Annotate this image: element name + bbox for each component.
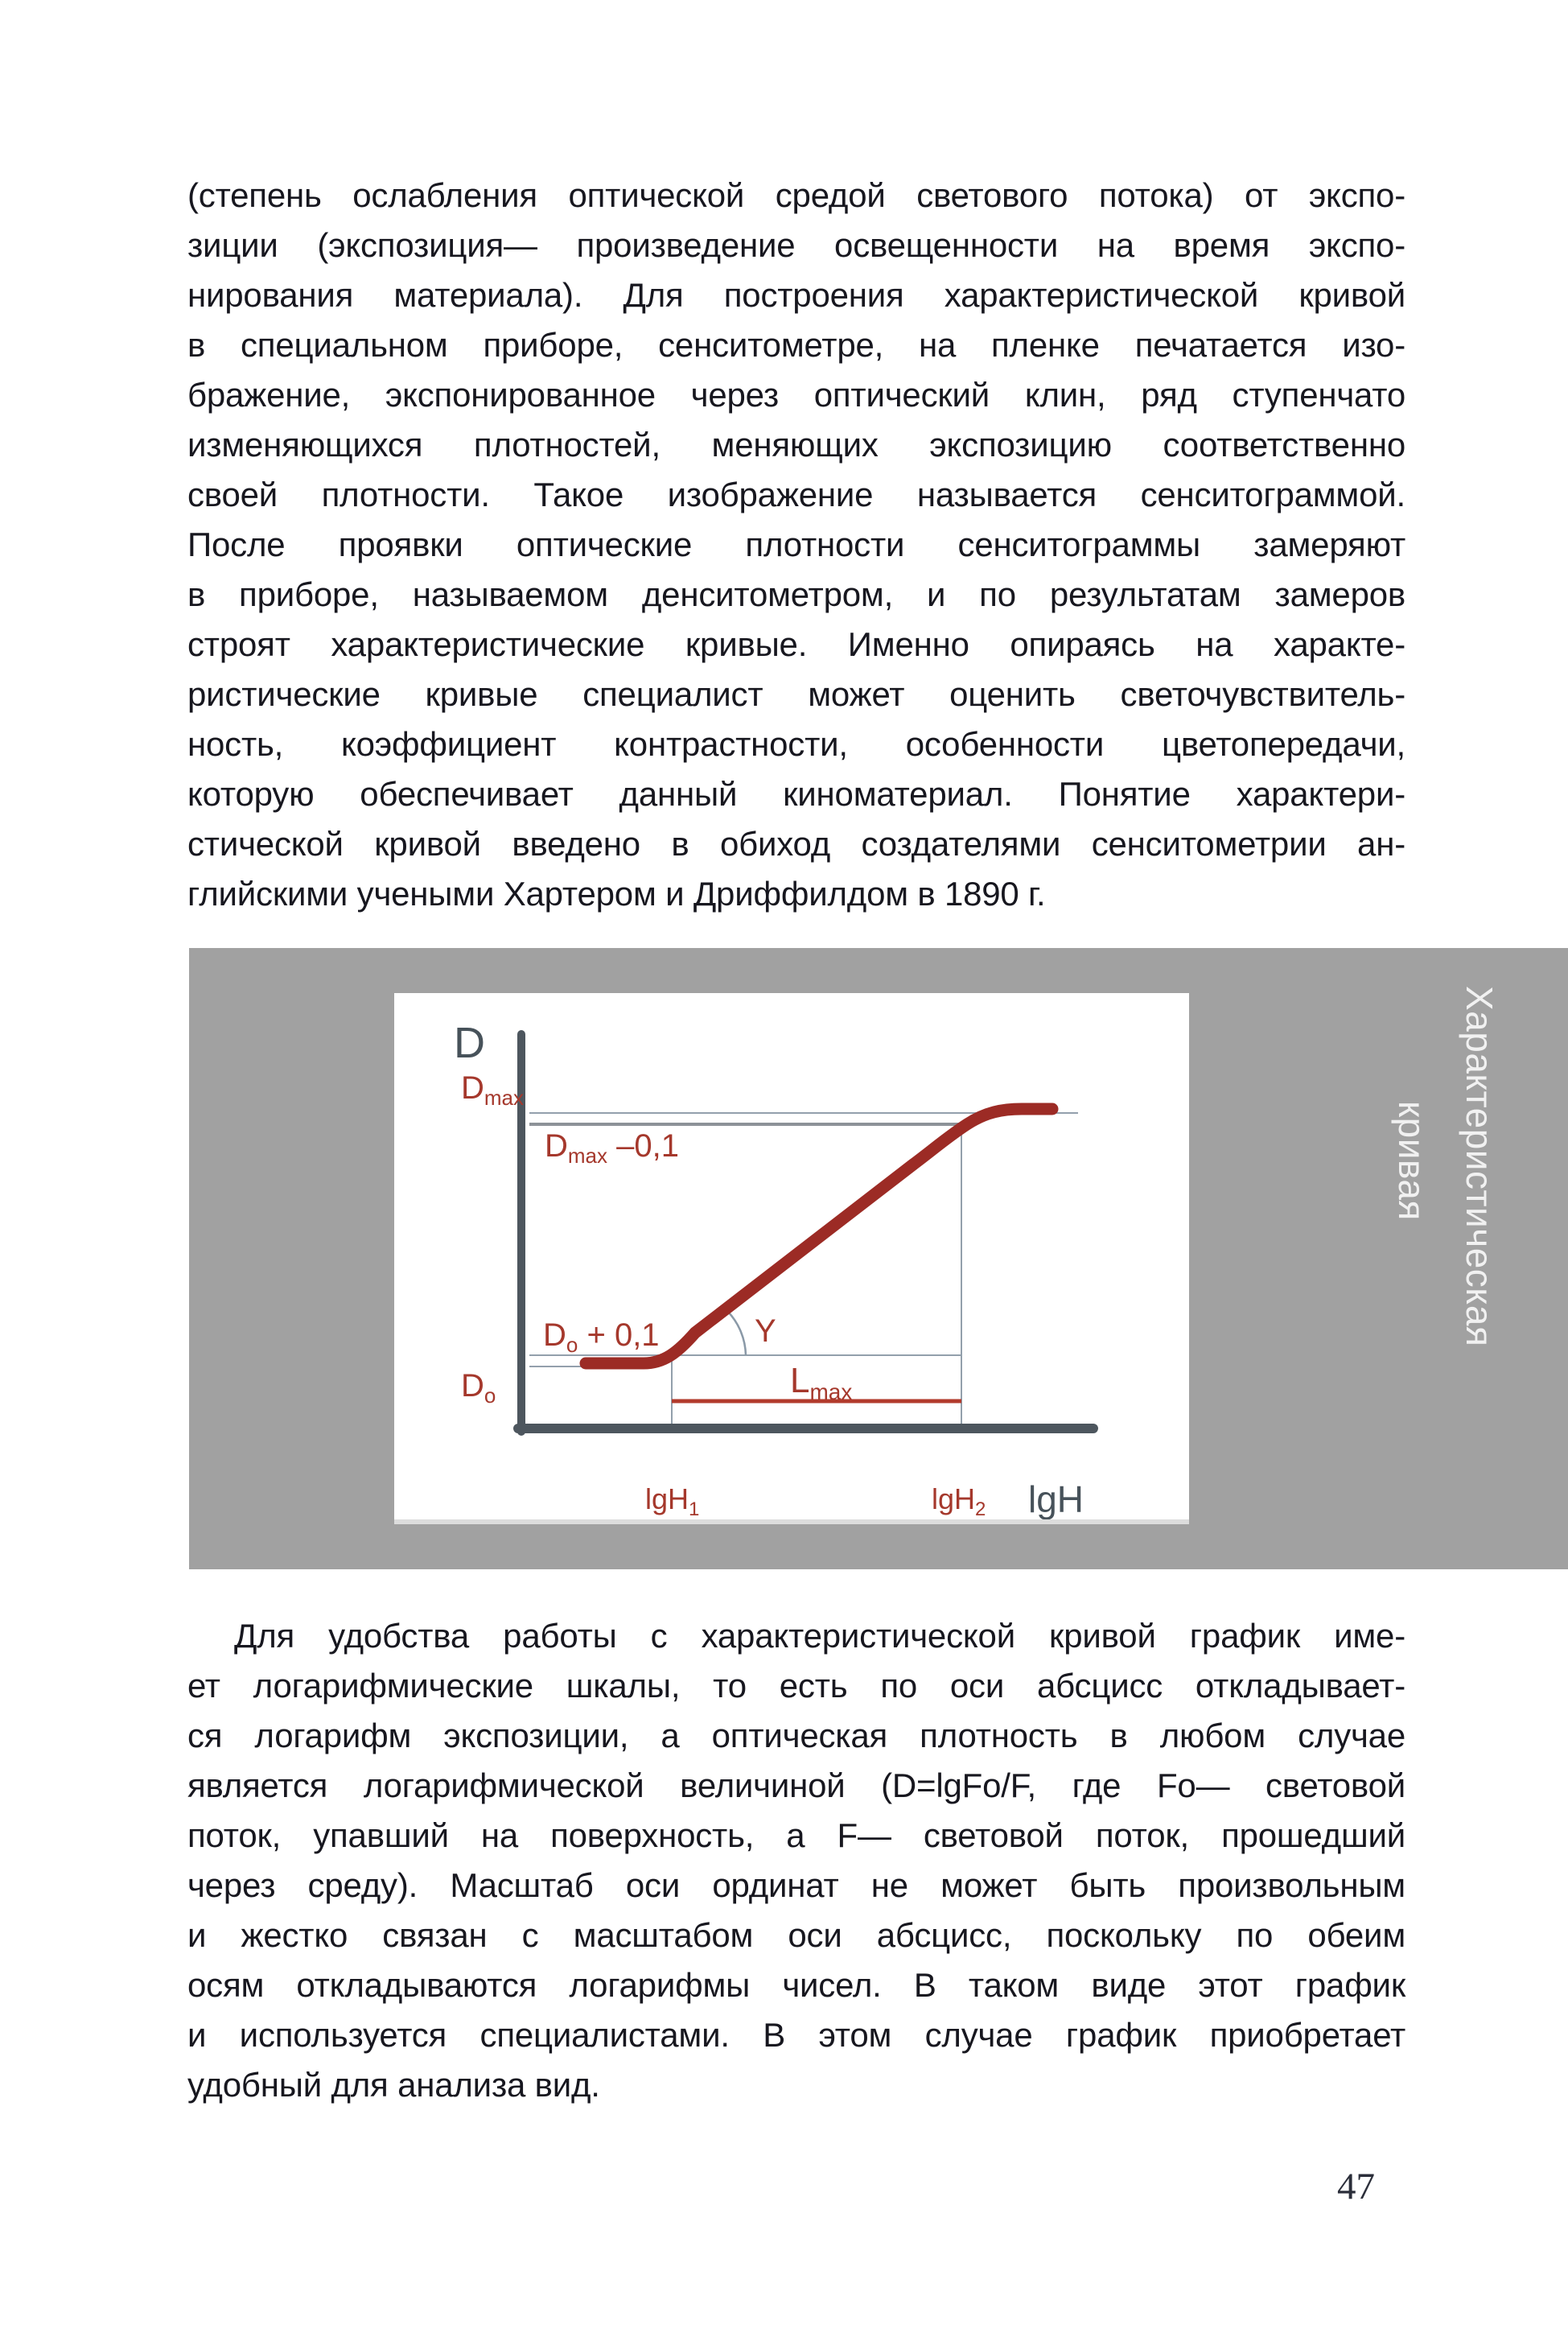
text-line: поток, упавший на поверхность, а F— световой поток, прошедший: [187, 1816, 1405, 1854]
text-line: своей плотности. Такое изображение называется сенситограммой.: [187, 476, 1405, 513]
text-line: в приборе, называемом денситометром, и по результатам замеров: [187, 575, 1405, 613]
characteristic-curve-chart: [394, 993, 1189, 1519]
text-line: глийскими учеными Хартером и Дриффилдом в 1890 г.: [187, 875, 1046, 913]
text-line: удобный для анализа вид.: [187, 2066, 600, 2104]
page-number: 47: [1337, 2166, 1375, 2207]
d0-label: $D_o$: [461, 1368, 496, 1408]
text-line: Для удобства работы с характеристической кривой график име-: [234, 1617, 1405, 1655]
paragraph-top: [187, 171, 1405, 919]
d0-plus-01-label: $D_o + 0,1$: [543, 1317, 660, 1357]
lgh1-label: lgH$_1$: [645, 1482, 700, 1519]
text-line: в специальном приборе, сенситометре, на пленке печатается изо-: [187, 326, 1405, 364]
paragraph-bottom: [187, 1611, 1405, 2110]
text-line: ность, коэффициент контрастности, особенности цветопередачи,: [187, 725, 1405, 763]
text-line: ет логарифмические шкалы, то есть по оси абсцисс откладывает-: [187, 1667, 1405, 1704]
dmax-label: $D_{max}$: [461, 1070, 525, 1110]
text-line: зиции (экспозиция— произведение освещенности на время экспо-: [187, 226, 1405, 264]
text-line: ристические кривые специалист может оценить светочувствитель-: [187, 675, 1405, 713]
text-line: изменяющихся плотностей, меняющих экспозицию соответственно: [187, 426, 1405, 464]
chapter-side-caption-line1: Характеристическая: [1459, 986, 1500, 1347]
text-line: ся логарифм экспозиции, а оптическая плотность в любом случае: [187, 1717, 1405, 1754]
x-axis-label: lgH: [1028, 1478, 1084, 1519]
text-line: нирования материала). Для построения характеристической кривой: [187, 276, 1405, 314]
text-line: является логарифмической величиной (D=lgFo/F, где Fo— световой: [187, 1766, 1405, 1804]
text-line: После проявки оптические плотности сенситограммы замеряют: [187, 526, 1405, 563]
lgh2-label: lgH$_2$: [932, 1482, 986, 1519]
y-axis-label: D: [454, 1019, 485, 1067]
gamma-label: Y: [755, 1313, 776, 1349]
text-line: и жестко связан с масштабом оси абсцисс, поскольку по обеим: [187, 1916, 1405, 1954]
text-line: через среду). Масштаб оси ординат не может быть произвольным: [187, 1866, 1405, 1904]
text-line: которую обеспечивает данный киноматериал. Понятие характери-: [187, 775, 1405, 813]
text-line: стической кривой введено в обиход создателями сенситометрии ан-: [187, 825, 1405, 863]
text-line: строят характеристические кривые. Именно опираясь на характе-: [187, 625, 1405, 663]
text-line: осям откладываются логарифмы чисел. В таком виде этот график: [187, 1966, 1405, 2004]
text-line: и используется специалистами. В этом случае график приобретает: [187, 2016, 1405, 2054]
chapter-side-caption-line2: кривая: [1391, 1101, 1433, 1221]
text-line: (степень ослабления оптической средой светового потока) от экспо-: [187, 176, 1405, 214]
lmax-label: $L_{max}$: [790, 1361, 853, 1404]
characteristic-curve-figure: [394, 993, 1189, 1524]
gamma-angle-arc: [728, 1312, 746, 1355]
dmax-minus-01-label: $D_{max}$ –0,1: [545, 1128, 679, 1168]
text-line: бражение, экспонированное через оптический клин, ряд ступенчато: [187, 376, 1405, 414]
